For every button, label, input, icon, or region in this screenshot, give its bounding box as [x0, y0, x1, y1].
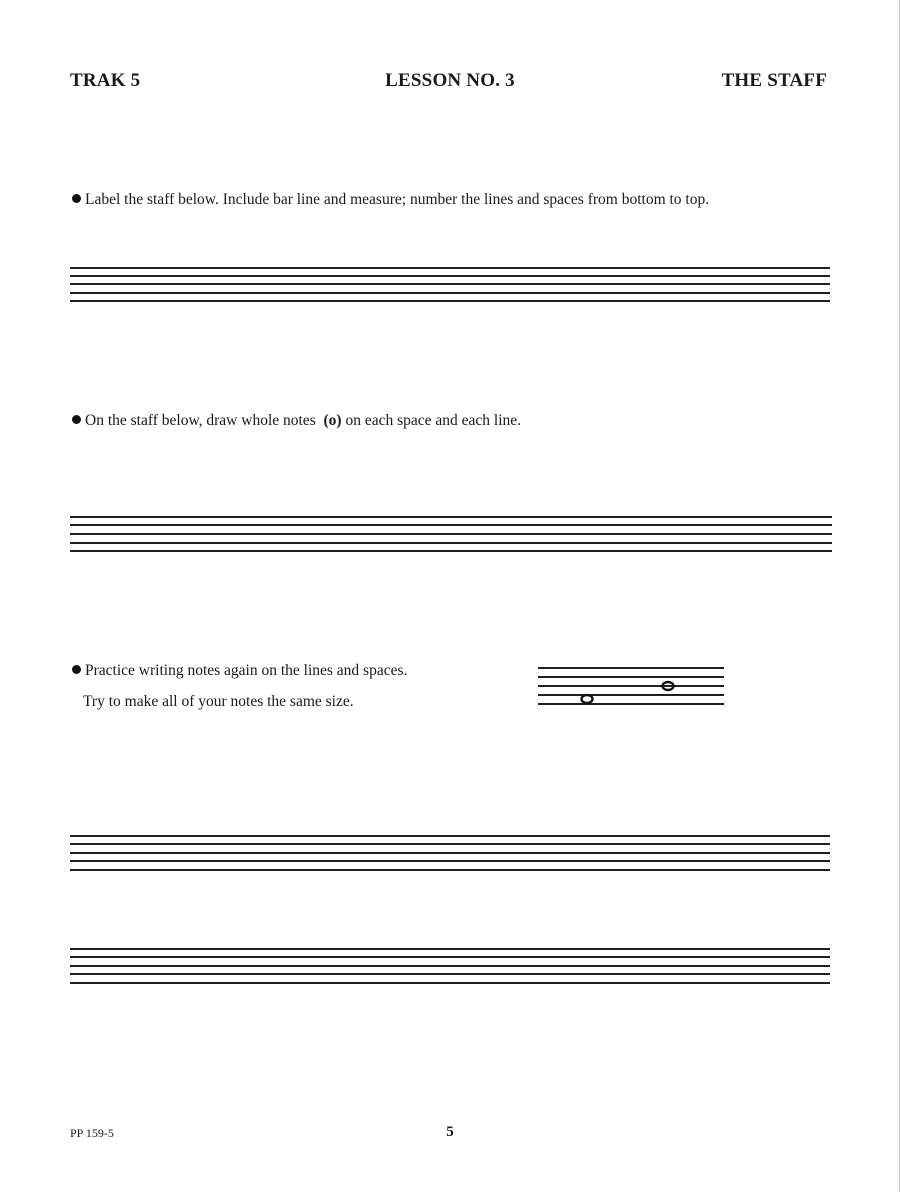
staff-line [70, 267, 830, 269]
staff-line [70, 533, 832, 535]
instruction-practice-line2: Try to make all of your notes the same size. [83, 693, 354, 710]
page-number: 5 [446, 1124, 454, 1140]
lesson-title: LESSON NO. 3 [385, 70, 515, 91]
staff-line [70, 524, 832, 526]
staff-line [70, 869, 830, 871]
staff-line [70, 542, 832, 544]
instruction-text: On the staff below, draw whole notes [85, 412, 316, 429]
example-staff [538, 667, 724, 705]
instruction-practice [72, 661, 407, 681]
staff-line [538, 667, 724, 669]
staff-line [70, 852, 830, 854]
staff-line [70, 550, 832, 552]
staff-line [538, 694, 724, 696]
bullet-icon [72, 665, 81, 674]
staff-label-exercise[interactable] [70, 267, 830, 303]
staff-line [70, 843, 830, 845]
staff-line [70, 292, 830, 294]
bullet-icon [72, 194, 81, 203]
staff-line [70, 956, 830, 958]
topic-title: THE STAFF [721, 70, 827, 91]
instruction-text: Label the staff below. Include bar line and measure; number the lines and spaces from bottom to top. [85, 191, 710, 208]
staff-line [70, 860, 830, 862]
instruction-text: Practice writing notes again on the lines and spaces. [85, 662, 408, 679]
bullet-icon [72, 415, 81, 424]
whole-note-icon [580, 693, 594, 705]
staff-whole-notes-exercise[interactable] [70, 516, 832, 552]
staff-line [70, 982, 830, 984]
instruction-whole-notes [72, 411, 521, 431]
whole-note-symbol: (o) [323, 412, 342, 429]
staff-line [538, 703, 724, 705]
staff-line [70, 300, 830, 302]
book-title: TRAK 5 [70, 70, 141, 91]
staff-line [70, 835, 830, 837]
instruction-text: on each space and each line. [345, 412, 522, 429]
staff-practice-2[interactable] [70, 948, 830, 984]
catalog-code: PP 159-5 [70, 1126, 114, 1140]
staff-line [70, 973, 830, 975]
instruction-label-staff [72, 190, 709, 210]
staff-line [70, 965, 830, 967]
staff-line [70, 948, 830, 950]
whole-note-icon [661, 680, 675, 692]
staff-line [70, 516, 832, 518]
staff-line [70, 275, 830, 277]
staff-line [538, 685, 724, 687]
staff-line [70, 283, 830, 285]
staff-line [538, 676, 724, 678]
staff-practice-1[interactable] [70, 835, 830, 871]
